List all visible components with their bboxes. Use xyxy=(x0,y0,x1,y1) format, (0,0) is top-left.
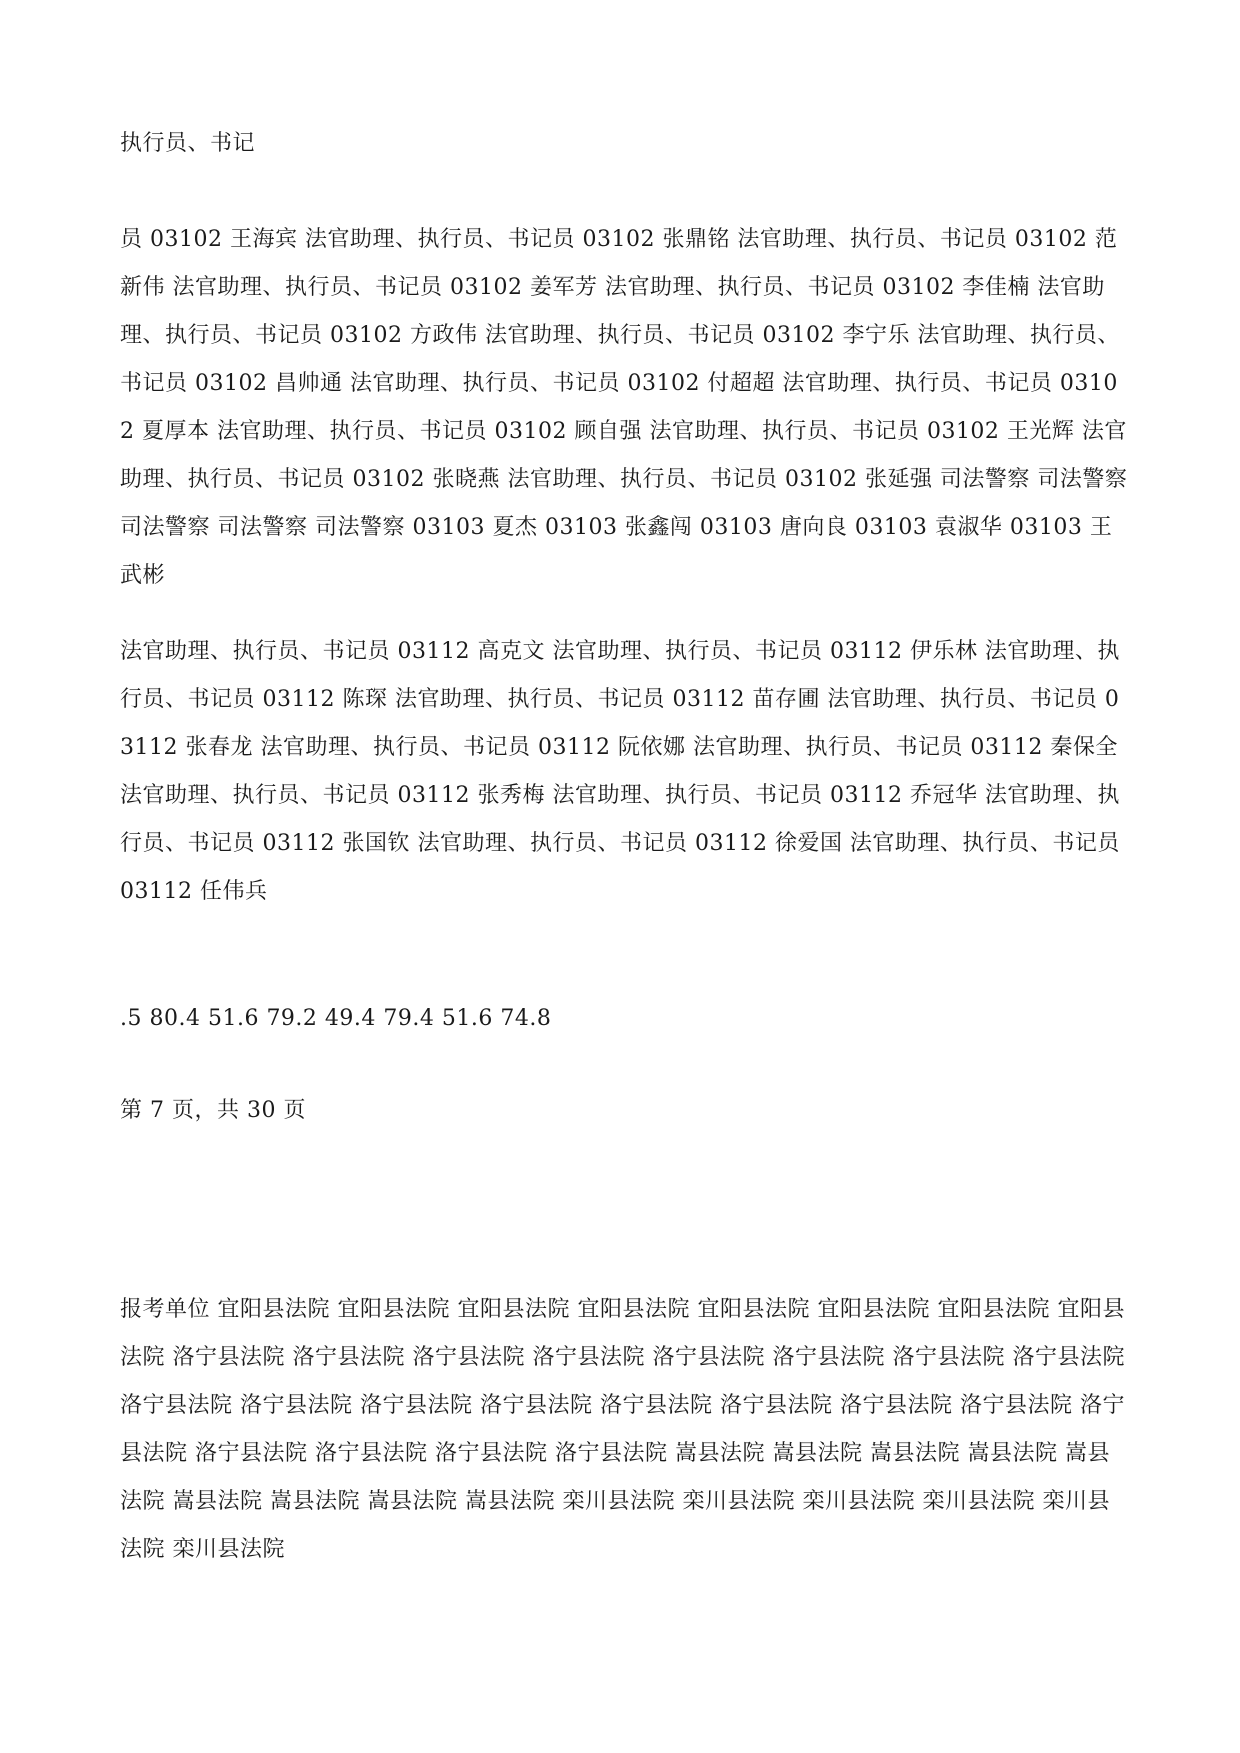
page-number: 第 7 页，共 30 页 xyxy=(120,1098,306,1123)
paragraph-candidate-list-03102: 员 03102 王海宾 法官助理、执行员、书记员 03102 张鼎铭 法官助理、执行员、书记员 03102 范新伟 法官助理、执行员、书记员 03102 姜军芳 法官助理、执行员、书记员 03102 李佳楠 法官助理、执行员、书记员 03102 方政伟 法官助理、执行员、书记员 03102 李宁乐 法官助理、执行员、书记员 03102 昌帅通 法官助理、执行员、书记员 03102 付超超 法官助理、执行员、书记员 03102 夏厚本 法官助理、执行员、书记员 03102 顾自强 法官助理、执行员、书记员 03102 王光辉 法官助理、执行员、书记员 03102 张晓燕 法官助理、执行员、书记员 03102 张延强 司法警察 司法警察 司法警察 司法警察 司法警察 03103 夏杰 03103 张鑫闯 03103 唐向良 03103 袁淑华 03103 王武彬 xyxy=(120,227,1128,588)
paragraph-units: 报考单位 宜阳县法院 宜阳县法院 宜阳县法院 宜阳县法院 宜阳县法院 宜阳县法院 宜阳县法院 宜阳县法院 洛宁县法院 洛宁县法院 洛宁县法院 洛宁县法院 洛宁县法院 洛宁县法院 洛宁县法院 洛宁县法院 洛宁县法院 洛宁县法院 洛宁县法院 洛宁县法院 洛宁县法院 洛宁县法院 洛宁县法院 洛宁县法院 洛宁县法院 洛宁县法院 洛宁县法院 洛宁县法院 洛宁县法院 嵩县法院 嵩县法院 嵩县法院 嵩县法院 嵩县法院 嵩县法院 嵩县法院 嵩县法院 嵩县法院 栾川县法院 栾川县法院 栾川县法院 栾川县法院 栾川县法院 栾川县法院 xyxy=(120,1297,1125,1562)
paragraph-continuation: 执行员、书记 xyxy=(120,131,256,156)
paragraph-candidate-list-03112: 法官助理、执行员、书记员 03112 高克文 法官助理、执行员、书记员 03112 伊乐林 法官助理、执行员、书记员 03112 陈琛 法官助理、执行员、书记员 03112 苗存圃 法官助理、执行员、书记员 03112 张春龙 法官助理、执行员、书记员 03112 阮依娜 法官助理、执行员、书记员 03112 秦保全 法官助理、执行员、书记员 03112 张秀梅 法官助理、执行员、书记员 03112 乔冠华 法官助理、执行员、书记员 03112 张国钦 法官助理、执行员、书记员 03112 徐爱国 法官助理、执行员、书记员 03112 任伟兵 xyxy=(120,639,1120,904)
paragraph-scores: .5 80.4 51.6 79.2 49.4 79.4 51.6 74.8 xyxy=(120,1006,552,1031)
